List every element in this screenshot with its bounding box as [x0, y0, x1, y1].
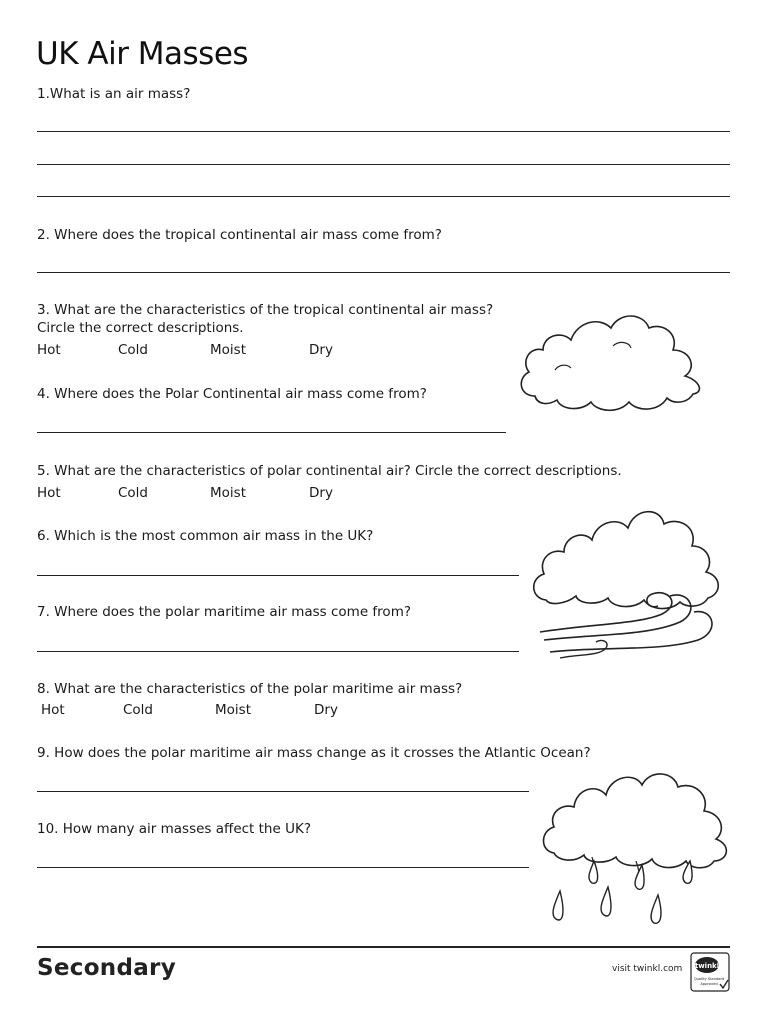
footer-visit-link[interactable]: visit twinkl.com: [612, 964, 683, 974]
footer-label: Secondary: [37, 955, 176, 981]
question-4: 4. Where does the Polar Continental air mass come from?: [37, 386, 427, 402]
option-hot[interactable]: Hot: [41, 702, 65, 718]
option-cold[interactable]: Cold: [118, 342, 149, 358]
question-7: 7. Where does the polar maritime air mass come from?: [37, 604, 412, 620]
option-dry[interactable]: Dry: [309, 485, 333, 501]
footer-divider: [37, 946, 730, 948]
option-cold[interactable]: Cold: [123, 702, 154, 718]
option-moist[interactable]: Moist: [210, 485, 246, 501]
answer-line[interactable]: [37, 272, 730, 273]
answer-line[interactable]: [37, 867, 529, 868]
question-2: 2. Where does the tropical continental air mass come from?: [37, 227, 442, 243]
cloud-wind-icon: [530, 502, 725, 664]
answer-line[interactable]: [37, 432, 506, 433]
question-3-line-2: Circle the correct descriptions.: [37, 320, 244, 336]
option-moist[interactable]: Moist: [215, 702, 251, 718]
answer-line[interactable]: [37, 651, 519, 652]
question-3-line-1: 3. What are the characteristics of the tropical continental air mass?: [37, 302, 494, 318]
page-title: UK Air Masses: [36, 36, 249, 72]
answer-line[interactable]: [37, 196, 730, 197]
option-moist[interactable]: Moist: [210, 342, 246, 358]
quality-badge-icon: [690, 952, 730, 992]
option-dry[interactable]: Dry: [309, 342, 333, 358]
question-6: 6. Which is the most common air mass in the UK?: [37, 528, 374, 544]
answer-line[interactable]: [37, 131, 730, 132]
svg-text:Quality Standard: Quality Standard: [693, 977, 725, 981]
question-1: 1.What is an air mass?: [37, 86, 191, 102]
question-3: [37, 301, 493, 337]
option-dry[interactable]: Dry: [314, 702, 338, 718]
svg-text:Approved: Approved: [700, 982, 718, 986]
question-10: 10. How many air masses affect the UK?: [37, 821, 311, 837]
answer-line[interactable]: [37, 164, 730, 165]
question-8: 8. What are the characteristics of the polar maritime air mass?: [37, 681, 463, 697]
answer-line[interactable]: [37, 791, 529, 792]
question-9: 9. How does the polar maritime air mass change as it crosses the Atlantic Ocean?: [37, 745, 591, 761]
badge-brand: twinkl: [694, 962, 720, 970]
option-hot[interactable]: Hot: [37, 485, 61, 501]
answer-line[interactable]: [37, 575, 519, 576]
question-5: 5. What are the characteristics of polar continental air? Circle the correct descriptions.: [37, 463, 622, 479]
cloud-rain-icon: [540, 765, 735, 925]
option-hot[interactable]: Hot: [37, 342, 61, 358]
cloud-icon: [515, 308, 710, 418]
option-cold[interactable]: Cold: [118, 485, 149, 501]
